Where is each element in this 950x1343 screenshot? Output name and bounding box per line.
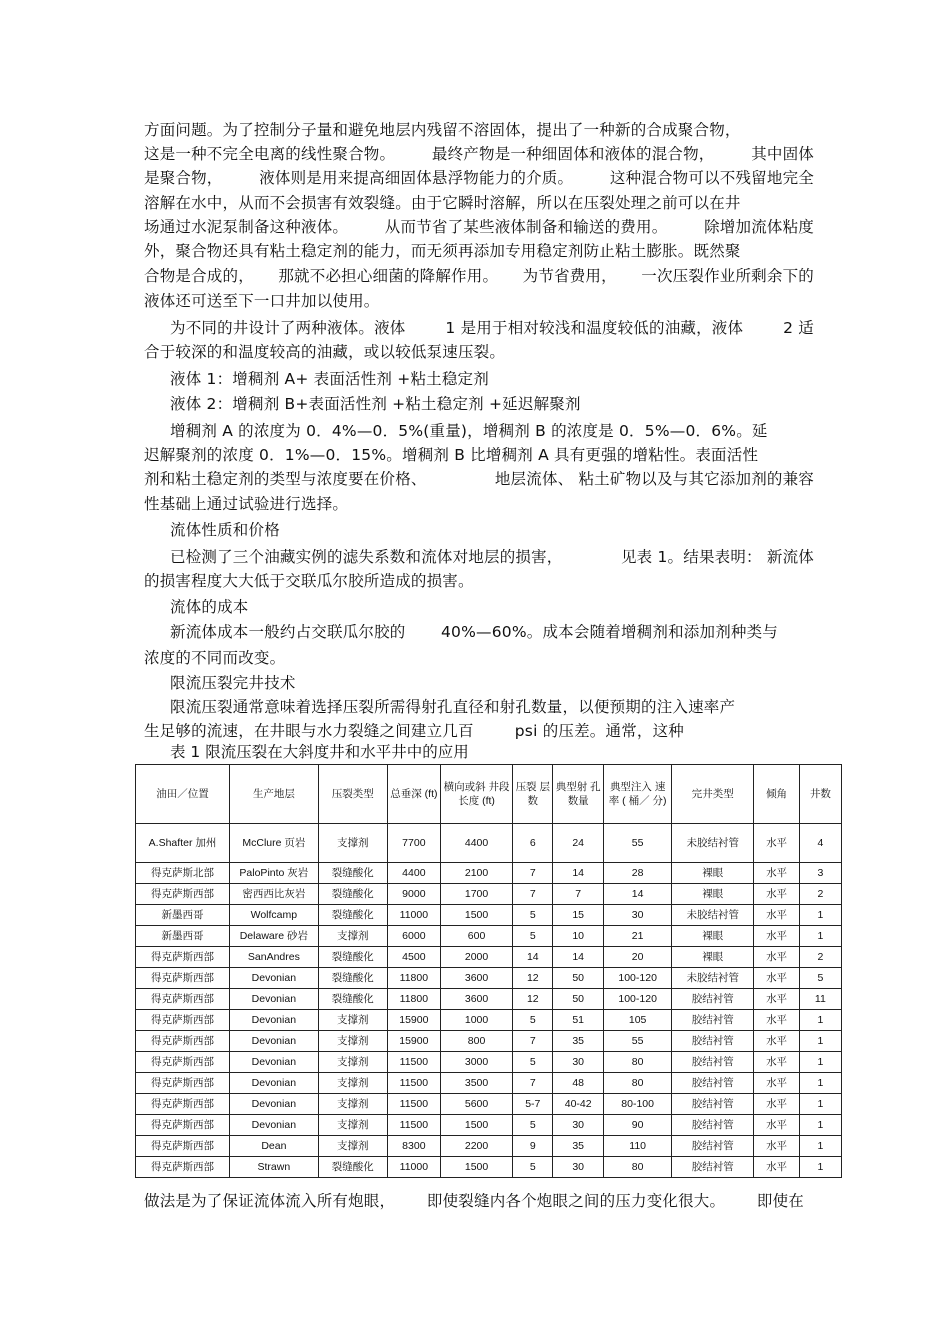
text-segment: 即使裂缝内各个炮眼之间的压力变化很大。	[426, 1192, 726, 1210]
text-segment: 从而节省了某些液体制备和输送的费用。	[384, 218, 668, 236]
table-cell: Wolfcamp	[230, 905, 319, 926]
column-header: 横向或斜 井段长度 (ft)	[440, 765, 512, 824]
text-segment: psi 的压差。通常，这种	[514, 722, 684, 740]
text-segment: 2 适	[783, 319, 814, 337]
table-cell: 1	[799, 1031, 841, 1052]
table-cell: 裸眼	[672, 947, 754, 968]
table-row	[136, 1073, 842, 1094]
text-segment: 剂和粘土稳定剂的类型与浓度要在价格、	[144, 470, 427, 488]
table-cell: 80-100	[604, 1094, 672, 1115]
table-cell: 2000	[440, 947, 512, 968]
text-line	[144, 240, 814, 262]
table-cell: 胶结衬管	[672, 1157, 754, 1178]
table-cell: 1	[799, 1157, 841, 1178]
table-cell: 裂缝酸化	[318, 989, 387, 1010]
table-cell: 得克萨斯西部	[136, 884, 230, 905]
table-cell: 得克萨斯西部	[136, 1157, 230, 1178]
table-cell: 水平	[754, 989, 799, 1010]
table-cell: 6000	[387, 926, 440, 947]
column-header: 压裂类型	[318, 765, 387, 824]
table-cell: 1	[799, 1073, 841, 1094]
text-segment: 生足够的流速，在井眼与水力裂缝之间建立几百	[144, 722, 474, 740]
table-cell: 7	[513, 1031, 553, 1052]
table-cell: 11500	[387, 1052, 440, 1073]
text-line	[144, 493, 814, 515]
table-cell: 12	[513, 968, 553, 989]
text-line	[144, 143, 814, 165]
table-cell: 4	[799, 824, 841, 863]
table-cell: 3000	[440, 1052, 512, 1073]
text-segment: 方面问题。为了控制分子量和避免地层内残留不溶固体，提出了一种新的合成聚合物，	[144, 121, 741, 139]
text-segment: 溶解在水中，从而不会损害有效裂缝。由于它瞬时溶解，所以在压裂处理之前可以在井	[144, 194, 741, 212]
column-header: 完井类型	[672, 765, 754, 824]
text-line	[144, 216, 814, 238]
text-line	[144, 167, 814, 189]
table-cell: 4400	[440, 824, 512, 863]
table-cell: 50	[553, 989, 604, 1010]
table-cell: 14	[553, 863, 604, 884]
text-segment: 除增加流体粘度	[704, 218, 814, 236]
table-cell: 21	[604, 926, 672, 947]
table-row	[136, 863, 842, 884]
table-cell: 5600	[440, 1094, 512, 1115]
text-segment: 液体则是用来提高细固体悬浮物能力的介质。	[259, 169, 574, 187]
text-line	[170, 546, 814, 568]
text-segment: 合于较深的和温度较高的油藏，或以较低泵速压裂。	[144, 343, 506, 361]
table-cell: 4500	[387, 947, 440, 968]
table-cell: 30	[604, 905, 672, 926]
text-segment: 迟解聚剂的浓度 0．1%—0．15%。增稠剂 B 比增稠剂 A 具有更强的增粘性。表面活性	[144, 446, 759, 464]
text-line	[144, 720, 684, 742]
table-row	[136, 1010, 842, 1031]
column-header: 典型射 孔数量	[553, 765, 604, 824]
text-line	[170, 672, 814, 694]
table-cell: 水平	[754, 968, 799, 989]
table-cell: 11500	[387, 1073, 440, 1094]
table-cell: 5	[799, 968, 841, 989]
table-cell: 胶结衬管	[672, 989, 754, 1010]
table-cell: 水平	[754, 824, 799, 863]
table-cell: 15900	[387, 1031, 440, 1052]
table-cell: 水平	[754, 926, 799, 947]
table-cell: 2	[799, 884, 841, 905]
table-cell: 1000	[440, 1010, 512, 1031]
text-line	[144, 290, 814, 312]
table-cell: Devonian	[230, 1073, 319, 1094]
table-cell: 水平	[754, 1136, 799, 1157]
table-cell: 胶结衬管	[672, 1031, 754, 1052]
table-cell: 15	[553, 905, 604, 926]
text-segment: 限流压裂通常意味着选择压裂所需得射孔直径和射孔数量，以便预期的注入速率产	[170, 698, 736, 716]
table-cell: 15900	[387, 1010, 440, 1031]
table-cell: 8300	[387, 1136, 440, 1157]
table-cell: 胶结衬管	[672, 1115, 754, 1136]
table-row	[136, 1136, 842, 1157]
table-cell: 1	[799, 926, 841, 947]
table-cell: 未胶结衬管	[672, 905, 754, 926]
text-segment: 40%—60%。成本会随着增稠剂和添加剂种类与	[440, 623, 778, 641]
column-header: 井数	[799, 765, 841, 824]
table-cell: 2200	[440, 1136, 512, 1157]
table-cell: 得克萨斯西部	[136, 1073, 230, 1094]
table-cell: 裂缝酸化	[318, 905, 387, 926]
table-cell: Devonian	[230, 1052, 319, 1073]
text-segment: 流体性质和价格	[170, 521, 280, 539]
table-cell: 40-42	[553, 1094, 604, 1115]
table-cell: 11500	[387, 1115, 440, 1136]
table-cell: 新墨西哥	[136, 926, 230, 947]
table-cell: Delaware 砂岩	[230, 926, 319, 947]
text-line	[144, 192, 814, 214]
table-cell: 裂缝酸化	[318, 1157, 387, 1178]
table-row	[136, 926, 842, 947]
text-segment: 增稠剂 A 的浓度为 0．4%—0．5%(重量)，增稠剂 B 的浓度是 0．5%—0．6%。延	[170, 422, 768, 440]
table-cell: 5	[513, 1052, 553, 1073]
table-cell: 7	[513, 1073, 553, 1094]
table-cell: 51	[553, 1010, 604, 1031]
table-row	[136, 905, 842, 926]
table-cell: 80	[604, 1157, 672, 1178]
table-cell: 裸眼	[672, 863, 754, 884]
table-cell: 得克萨斯西部	[136, 1136, 230, 1157]
table-cell: Devonian	[230, 1094, 319, 1115]
table-cell: 7	[513, 863, 553, 884]
table-cell: Devonian	[230, 968, 319, 989]
column-header: 典型注入 速率 ( 桶／ 分)	[604, 765, 672, 824]
table-cell: 水平	[754, 863, 799, 884]
text-line	[170, 368, 814, 390]
text-line	[144, 570, 814, 592]
table-cell: 得克萨斯西部	[136, 1010, 230, 1031]
table-cell: 7	[553, 884, 604, 905]
table-cell: 水平	[754, 947, 799, 968]
table-cell: 5	[513, 926, 553, 947]
table-cell: 裸眼	[672, 926, 754, 947]
column-header: 压裂 层数	[513, 765, 553, 824]
table-cell: 水平	[754, 1115, 799, 1136]
table-row	[136, 947, 842, 968]
table-header-row	[136, 765, 842, 824]
table-cell: 12	[513, 989, 553, 1010]
table-row	[136, 1052, 842, 1073]
table-row	[136, 1157, 842, 1178]
table-cell: 5	[513, 1010, 553, 1031]
text-segment: 最终产物是一种细固体和液体的混合物，	[431, 145, 715, 163]
text-segment: 性基础上通过试验进行选择。	[144, 495, 349, 513]
text-line	[170, 596, 814, 618]
column-header: 油田／位置	[136, 765, 230, 824]
table-cell: 55	[604, 824, 672, 863]
table-cell: 支撑剂	[318, 1094, 387, 1115]
table-cell: 1500	[440, 1157, 512, 1178]
table-cell: Strawn	[230, 1157, 319, 1178]
text-segment: 流体的成本	[170, 598, 249, 616]
table-cell: 支撑剂	[318, 1115, 387, 1136]
table-cell: 5	[513, 1157, 553, 1178]
table-cell: 11000	[387, 1157, 440, 1178]
table-cell: 支撑剂	[318, 1073, 387, 1094]
text-segment: 已检测了三个油藏实例的滤失系数和流体对地层的损害，	[170, 548, 563, 566]
table-cell: 裂缝酸化	[318, 884, 387, 905]
table-cell: 9	[513, 1136, 553, 1157]
table-cell: 支撑剂	[318, 824, 387, 863]
table-cell: 支撑剂	[318, 1031, 387, 1052]
table-cell: 裂缝酸化	[318, 863, 387, 884]
column-header: 倾角	[754, 765, 799, 824]
table-cell: 得克萨斯西部	[136, 947, 230, 968]
table-cell: 支撑剂	[318, 926, 387, 947]
table-cell: 14	[553, 947, 604, 968]
table-cell: 14	[513, 947, 553, 968]
table-cell: 密西西比灰岩	[230, 884, 319, 905]
table-cell: 水平	[754, 1031, 799, 1052]
table-cell: 得克萨斯西部	[136, 1115, 230, 1136]
table-cell: 48	[553, 1073, 604, 1094]
table-cell: 100-120	[604, 989, 672, 1010]
column-header: 生产地层	[230, 765, 319, 824]
table-cell: PaloPinto 灰岩	[230, 863, 319, 884]
text-line	[170, 317, 814, 339]
table-cell: 新墨西哥	[136, 905, 230, 926]
text-line	[144, 647, 814, 669]
table-cell: 800	[440, 1031, 512, 1052]
table-cell: 10	[553, 926, 604, 947]
table-cell: 胶结衬管	[672, 1136, 754, 1157]
table-cell: 11500	[387, 1094, 440, 1115]
table-cell: Devonian	[230, 1010, 319, 1031]
table-cell: 水平	[754, 1094, 799, 1115]
table-cell: 11000	[387, 905, 440, 926]
table-cell: 水平	[754, 1157, 799, 1178]
table-cell: Devonian	[230, 1115, 319, 1136]
table-cell: 3	[799, 863, 841, 884]
table-cell: Devonian	[230, 1031, 319, 1052]
table-cell: 6	[513, 824, 553, 863]
table-cell: 30	[553, 1157, 604, 1178]
table-cell: 水平	[754, 905, 799, 926]
text-segment: 那就不必担心细菌的降解作用。	[278, 267, 499, 285]
table-cell: 未胶结衬管	[672, 968, 754, 989]
table-cell: 80	[604, 1052, 672, 1073]
table-caption: 表 1 限流压裂在大斜度井和水平井中的应用	[170, 743, 469, 761]
table-cell: 裸眼	[672, 884, 754, 905]
text-line	[170, 696, 764, 718]
table-cell: 5	[513, 905, 553, 926]
text-segment: 合物是合成的，	[144, 267, 254, 285]
text-line	[170, 393, 814, 415]
table-cell: 110	[604, 1136, 672, 1157]
table-cell: 胶结衬管	[672, 1010, 754, 1031]
table-cell: 1	[799, 1115, 841, 1136]
text-line	[144, 341, 814, 363]
table-cell: Devonian	[230, 989, 319, 1010]
text-segment: 即使在	[756, 1192, 804, 1210]
table-cell: 裂缝酸化	[318, 947, 387, 968]
table-row	[136, 968, 842, 989]
table-cell: 105	[604, 1010, 672, 1031]
table-cell: 未胶结衬管	[672, 824, 754, 863]
text-line	[170, 519, 814, 541]
table-cell: 2	[799, 947, 841, 968]
text-segment: 做法是为了保证流体流入所有炮眼，	[144, 1192, 396, 1210]
table-cell: 7	[513, 884, 553, 905]
text-segment: 地层流体、 粘土矿物以及与其它添加剂的兼容	[494, 470, 814, 488]
text-segment: 1 是用于相对较浅和温度较低的油藏，液体	[445, 319, 744, 337]
table-row	[136, 1115, 842, 1136]
table-cell: 14	[604, 884, 672, 905]
table-cell: 1	[799, 1136, 841, 1157]
table-cell: 水平	[754, 1052, 799, 1073]
table-cell: 30	[553, 1052, 604, 1073]
table-cell: 11800	[387, 968, 440, 989]
table-row	[136, 989, 842, 1010]
text-segment: 这是一种不完全电离的线性聚合物。	[144, 145, 396, 163]
table-cell: 1	[799, 1010, 841, 1031]
table-cell: 1	[799, 905, 841, 926]
table-cell: 得克萨斯西部	[136, 989, 230, 1010]
table-cell: 600	[440, 926, 512, 947]
text-line	[144, 444, 814, 466]
text-segment: 为不同的井设计了两种液体。液体	[170, 319, 406, 337]
table-cell: 5	[513, 1115, 553, 1136]
text-segment: 液体 2：增稠剂 B+表面活性剂 +粘土稳定剂 +延迟解聚剂	[170, 395, 581, 413]
table-cell: Dean	[230, 1136, 319, 1157]
table-cell: 30	[553, 1115, 604, 1136]
text-line	[144, 468, 814, 490]
table-cell: 7700	[387, 824, 440, 863]
text-segment: 新流体成本一般约占交联瓜尔胶的	[170, 623, 406, 641]
text-segment: 为节省费用，	[522, 267, 617, 285]
table-body	[136, 824, 842, 1178]
table-cell: 5-7	[513, 1094, 553, 1115]
table-cell: 3600	[440, 989, 512, 1010]
table-cell: 1	[799, 1094, 841, 1115]
text-segment: 其中固体	[751, 145, 814, 163]
table-cell: 得克萨斯北部	[136, 863, 230, 884]
text-segment: 的损害程度大大低于交联瓜尔胶所造成的损害。	[144, 572, 474, 590]
table-cell: 胶结衬管	[672, 1094, 754, 1115]
table-cell: 胶结衬管	[672, 1052, 754, 1073]
text-segment: 场通过水泥泵制备这种液体。	[144, 218, 349, 236]
table-cell: 支撑剂	[318, 1052, 387, 1073]
table-row	[136, 824, 842, 863]
column-header: 总垂深 (ft)	[387, 765, 440, 824]
text-segment: 见表 1。结果表明： 新流体	[620, 548, 814, 566]
text-segment: 液体 1：增稠剂 A+ 表面活性剂 +粘土稳定剂	[170, 370, 489, 388]
text-line	[144, 119, 814, 141]
table-row	[136, 1094, 842, 1115]
table-cell: 1	[799, 1052, 841, 1073]
table-cell: 20	[604, 947, 672, 968]
text-segment: 是聚合物，	[144, 169, 223, 187]
table-cell: 35	[553, 1136, 604, 1157]
table-cell: 水平	[754, 884, 799, 905]
table-cell: 24	[553, 824, 604, 863]
text-line	[144, 1190, 804, 1212]
table-cell: 得克萨斯西部	[136, 1031, 230, 1052]
table-cell: 80	[604, 1073, 672, 1094]
text-segment: 限流压裂完井技术	[170, 674, 296, 692]
table-cell: 支撑剂	[318, 1136, 387, 1157]
table-cell: 3500	[440, 1073, 512, 1094]
table-cell: 1500	[440, 905, 512, 926]
table-cell: 1500	[440, 1115, 512, 1136]
table-cell: 9000	[387, 884, 440, 905]
text-line	[144, 265, 814, 287]
table-cell: 3600	[440, 968, 512, 989]
table-cell: 28	[604, 863, 672, 884]
text-line	[170, 420, 814, 442]
table-cell: 胶结衬管	[672, 1073, 754, 1094]
table-cell: 得克萨斯西部	[136, 1052, 230, 1073]
table-cell: 得克萨斯西部	[136, 1094, 230, 1115]
table-cell: 4400	[387, 863, 440, 884]
table-cell: 50	[553, 968, 604, 989]
table-cell: 水平	[754, 1073, 799, 1094]
text-segment: 浓度的不同而改变。	[144, 649, 286, 667]
table-cell: 11800	[387, 989, 440, 1010]
table-cell: SanAndres	[230, 947, 319, 968]
text-segment: 液体还可送至下一口井加以使用。	[144, 292, 380, 310]
table-cell: 支撑剂	[318, 1010, 387, 1031]
table-cell: 水平	[754, 1010, 799, 1031]
table-cell: 11	[799, 989, 841, 1010]
table-row	[136, 884, 842, 905]
table-row	[136, 1031, 842, 1052]
table-cell: 35	[553, 1031, 604, 1052]
table-cell: 1700	[440, 884, 512, 905]
text-segment: 这种混合物可以不残留地完全	[609, 169, 814, 187]
table-cell: 得克萨斯西部	[136, 968, 230, 989]
text-segment: 外，聚合物还具有粘土稳定剂的能力，而无须再添加专用稳定剂防止粘土膨胀。既然聚	[144, 242, 741, 260]
text-line	[170, 621, 778, 643]
table-cell: McClure 页岩	[230, 824, 319, 863]
table-cell: 裂缝酸化	[318, 968, 387, 989]
data-table	[135, 764, 842, 1178]
table-cell: 90	[604, 1115, 672, 1136]
text-segment: 一次压裂作业所剩余下的	[641, 267, 814, 285]
table-cell: 2100	[440, 863, 512, 884]
table-cell: A.Shafter 加州	[136, 824, 230, 863]
table-cell: 100-120	[604, 968, 672, 989]
table-cell: 55	[604, 1031, 672, 1052]
